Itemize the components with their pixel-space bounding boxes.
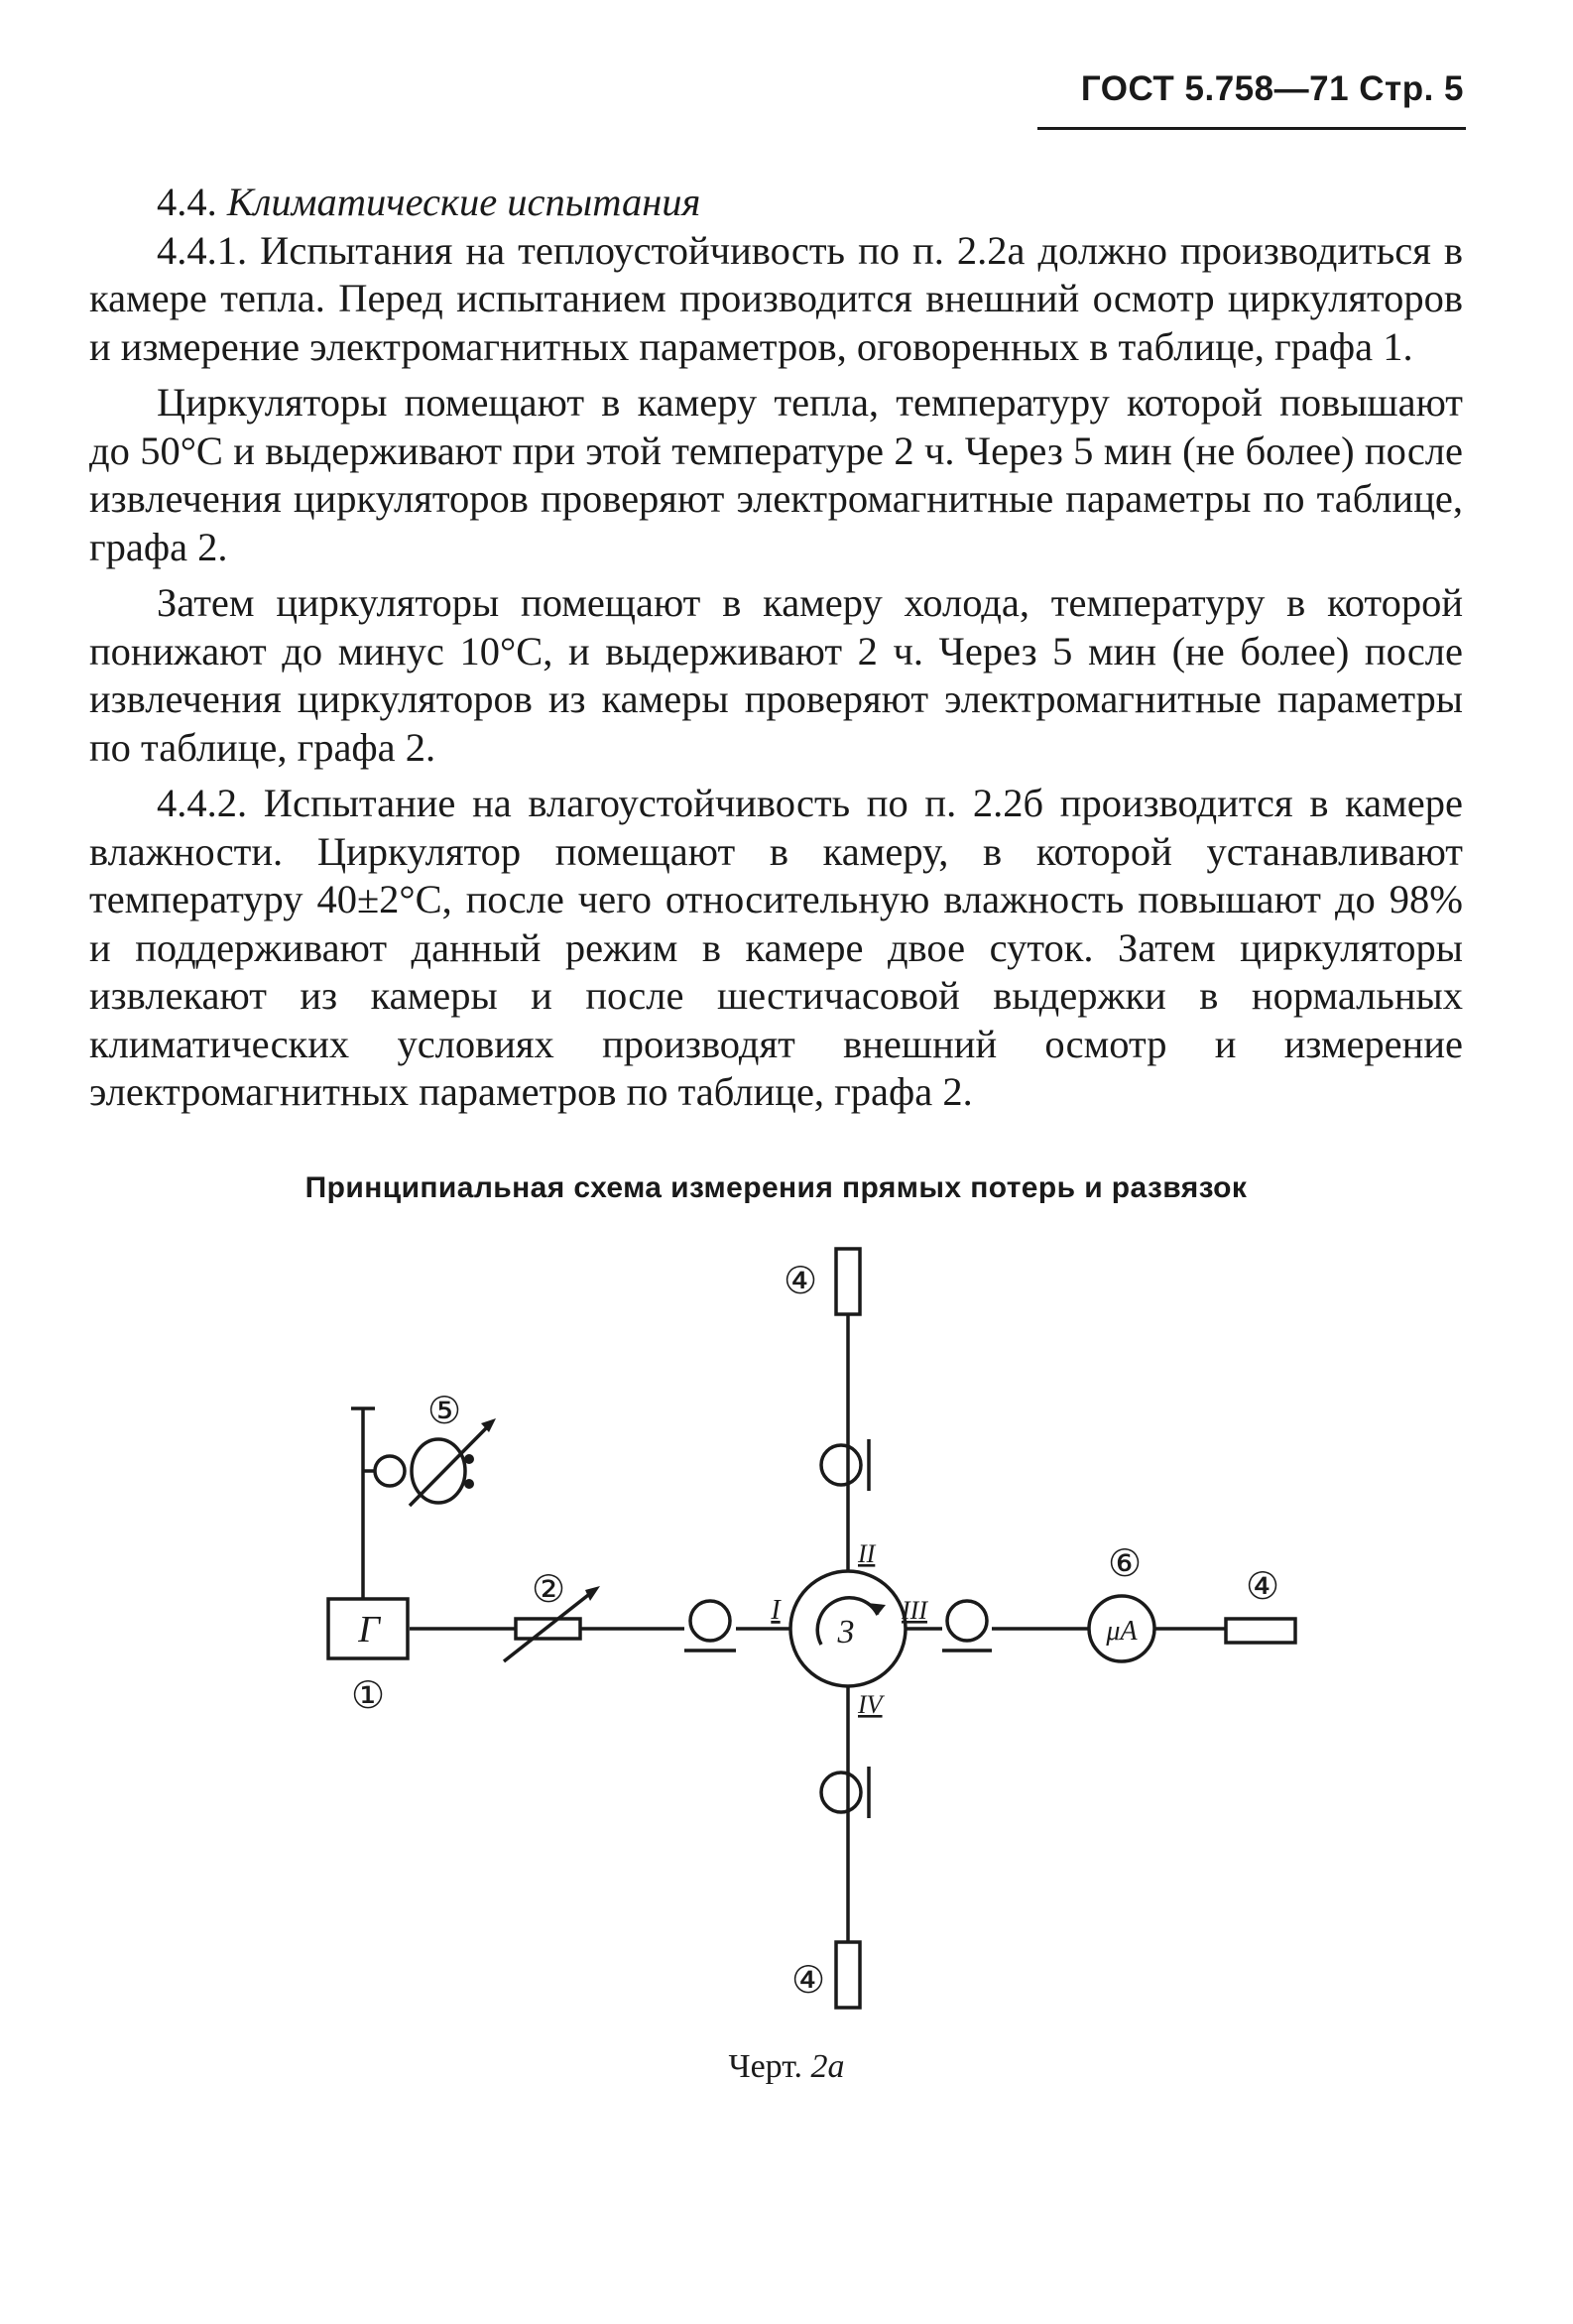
coupler-right-loop — [947, 1601, 987, 1641]
circulator-label: 3 — [837, 1614, 855, 1651]
wavemeter-arrow — [410, 1426, 488, 1506]
figure-caption — [0, 2048, 1573, 2086]
callout-wavemeter: ⑤ — [426, 1391, 462, 1432]
meter-label: μA — [1106, 1616, 1138, 1647]
standard-number: ГОСТ 5.758—71 — [1080, 69, 1350, 108]
measurement-schematic — [0, 1220, 1573, 2033]
generator-label: Г — [358, 1609, 380, 1651]
load-top — [836, 1249, 860, 1314]
paragraph-4-4-2: 4.4.2. Испытание на влагоустойчивость по п. 2.2б производится в камере влажности. Циркулятор помещают в камеру, в которой устанавливают температуру 40±2°С, после чего относительную влажность повышают до 98% и поддерживают данный режим в камере двое суток. Затем циркуляторы извлекают из камеры и после шестичасовой выдержки в нормальных климатических условиях производят внешний осмотр и измерение электромагнитных параметров по таблице, графа 2. — [89, 781, 1463, 1114]
body-text — [89, 179, 1463, 1117]
load-right — [1226, 1619, 1295, 1643]
section-title: Климатические испытания — [226, 180, 701, 224]
coupler-left-loop — [690, 1601, 730, 1641]
callout-load-right: ④ — [1245, 1566, 1280, 1608]
wavemeter-dot-bottom — [464, 1479, 474, 1489]
coupler-top-loop — [821, 1445, 861, 1485]
paragraph-4-4-1: 4.4.1. Испытания на теплоустойчивость по п. 2.2а должно производиться в камере тепла. Перед испытанием производится внешний осмотр циркуляторов и измерение электромагнитных параметров, оговоренных в таблице, графа 1. — [89, 227, 1463, 369]
page-number: Стр. 5 — [1359, 69, 1464, 108]
coupler-bottom-loop — [821, 1773, 861, 1812]
caption-number: 2а — [810, 2048, 845, 2085]
callout-meter: ⑥ — [1107, 1543, 1143, 1585]
section-number: 4.4. — [157, 180, 217, 224]
callout-load-bottom: ④ — [790, 1960, 826, 2002]
port-label-4: IV — [858, 1690, 883, 1719]
port-label-3: III — [902, 1596, 927, 1625]
port-label-2: II — [858, 1539, 876, 1568]
attenuator-arrowhead — [585, 1586, 600, 1601]
paragraph-cold-test: Затем циркуляторы помещают в камеру холода, температуру в которой понижают до минус 10°С, и выдерживают 2 ч. Через 5 мин (не более) после извлечения циркуляторов из камеры проверяют электромагнитные параметры по таблице, графа 2. — [89, 580, 1463, 770]
wavemeter-dot-top — [464, 1454, 474, 1464]
header-rule — [1037, 127, 1466, 130]
section-heading — [89, 179, 1463, 227]
circulator-arrowhead — [867, 1603, 886, 1615]
paragraph-heat-test: Циркуляторы помещают в камеру тепла, температуру которой повышают до 50°С и выдерживают при этой температуре 2 ч. Через 5 мин (не более) после извлечения циркуляторов проверяют электромагнитные параметры по таблице, графа 2. — [89, 380, 1463, 569]
callout-generator: ① — [350, 1675, 386, 1717]
callout-load-top: ④ — [783, 1261, 818, 1302]
port-label-1: I — [771, 1595, 781, 1626]
wavemeter-loop — [375, 1456, 405, 1486]
caption-prefix: Черт. — [728, 2048, 803, 2085]
page-header — [1037, 69, 1464, 109]
load-bottom — [836, 1942, 860, 2008]
callout-attenuator: ② — [531, 1569, 566, 1611]
diagram-title: Принципиальная схема измерения прямых потерь и развязок — [304, 1171, 1248, 1204]
